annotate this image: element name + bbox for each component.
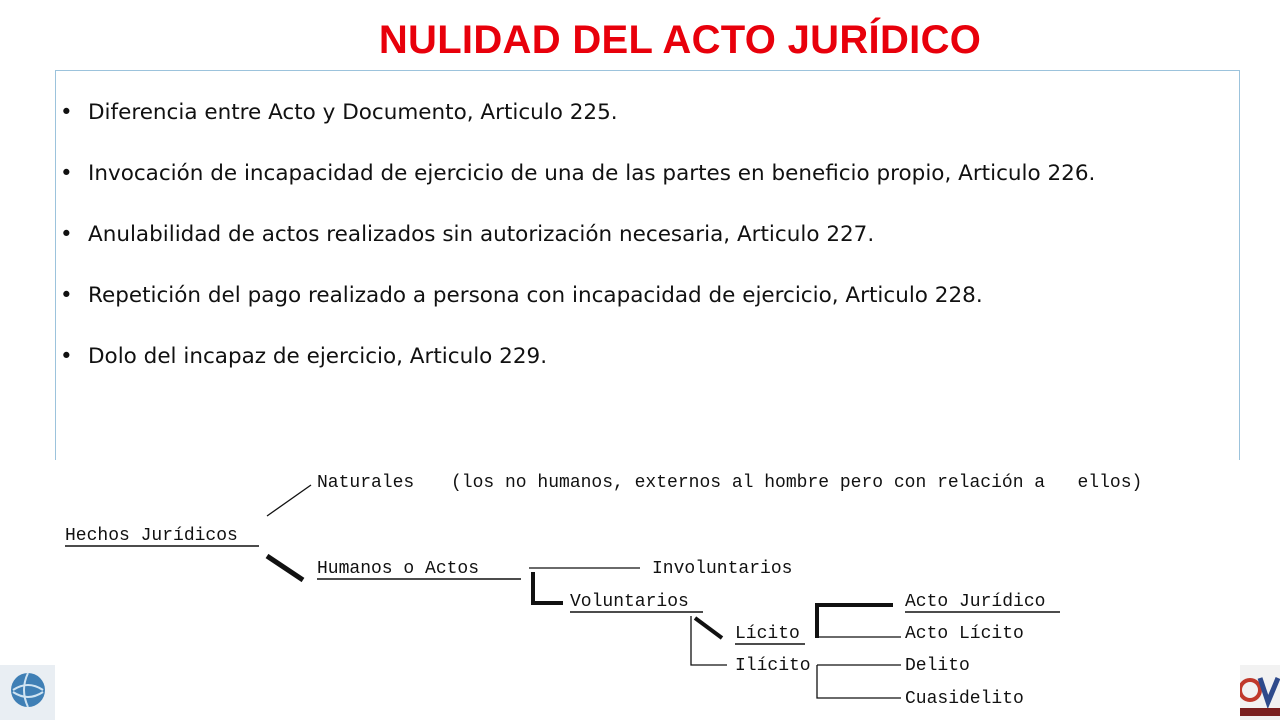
node-acto-licito: Acto Lícito	[905, 624, 1024, 644]
bullet-item: • Diferencia entre Acto y Documento, Articulo 225.	[60, 92, 1240, 133]
node-delito: Delito	[905, 656, 970, 676]
node-licito: Lícito	[735, 624, 800, 644]
bullet-item: • Dolo del incapaz de ejercicio, Articulo 229.	[60, 336, 1240, 377]
connector-acto-juridico	[817, 605, 893, 638]
bullet-list	[60, 92, 1240, 397]
connector-licito	[695, 618, 722, 638]
node-humanos-o-actos: Humanos o Actos	[317, 559, 480, 579]
connector-cuasidelito	[817, 665, 901, 698]
node-involuntarios: Involuntarios	[652, 559, 793, 579]
connector-ilicito	[691, 616, 727, 665]
university-globe-icon	[8, 670, 48, 710]
virtual-campus-logo-icon	[1238, 668, 1280, 718]
connector-humanos	[267, 556, 303, 580]
bullet-item: • Repetición del pago realizado a persona con incapacidad de ejercicio, Articulo 228.	[60, 275, 1240, 316]
page-title: NULIDAD DEL ACTO JURÍDICO	[378, 18, 982, 62]
connector-naturales	[267, 485, 311, 516]
legal-facts-diagram	[55, 460, 1240, 720]
node-acto-juridico: Acto Jurídico	[905, 592, 1046, 612]
bullet-item: • Invocación de incapacidad de ejercicio de una de las partes en beneficio propio, Articulo 226.	[60, 153, 1240, 194]
node-ilicito: Ilícito	[735, 656, 811, 676]
connector-voluntarios	[533, 572, 563, 603]
node-voluntarios: Voluntarios	[570, 592, 689, 612]
node-naturales-note: (los no humanos, externos al hombre pero con relación a ellos)	[451, 473, 1143, 493]
node-cuasidelito: Cuasidelito	[905, 689, 1024, 709]
node-naturales: Naturales	[317, 473, 415, 493]
node-hechos-juridicos: Hechos Jurídicos	[65, 526, 238, 546]
bullet-item: • Anulabilidad de actos realizados sin autorización necesaria, Articulo 227.	[60, 214, 1240, 255]
